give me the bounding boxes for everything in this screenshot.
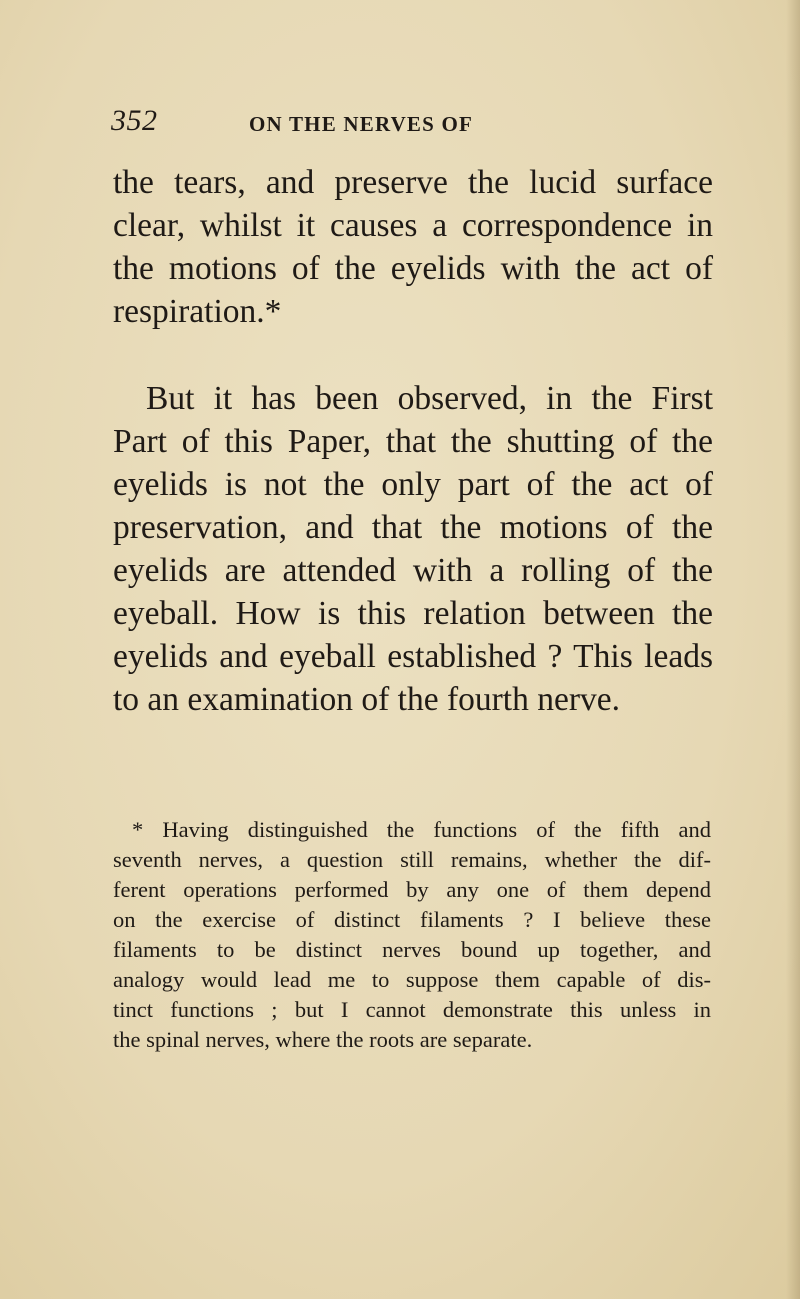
text-line: Part of this Paper, that the shutting of the [113,423,713,460]
text-line: preservation, and that the motions of the [113,509,713,546]
text-line: clear, whilst it causes a correspondence in [113,207,713,244]
footnote-line: * Having distinguished the functions of the fifth and [132,817,711,842]
footnote-line: the spinal nerves, where the roots are separate. [113,1027,533,1052]
footnote-line: ferent operations performed by any one of them depend [113,877,711,902]
footnote-line: analogy would lead me to suppose them capable of dis- [113,967,711,992]
page-number: 352 [111,104,158,137]
body-text [113,161,713,721]
footnote-line: seventh nerves, a question still remains, whether the dif- [113,847,711,872]
text-line: the motions of the eyelids with the act of [113,250,713,287]
running-title: ON THE NERVES OF [249,112,474,136]
text-line: eyelids and eyeball established ? This leads [113,638,713,675]
text-line: the tears, and preserve the lucid surface [113,164,713,201]
paragraph-2 [113,377,713,721]
paragraph-gap [113,333,713,377]
text-line: eyelids are attended with a rolling of the [113,552,713,589]
text-line: eyeball. How is this relation between the [113,595,713,632]
footnote [113,815,711,1055]
footnote-line: tinct functions ; but I cannot demonstrate this unless in [113,997,711,1022]
text-line: respiration.* [113,293,282,330]
text-line: eyelids is not the only part of the act of [113,466,713,503]
page-edge-shadow [786,0,800,1299]
footnote-line: on the exercise of distinct filaments ? I believe these [113,907,711,932]
text-line: to an examination of the fourth nerve. [113,681,620,718]
running-head [111,104,711,140]
footnote-line: filaments to be distinct nerves bound up together, and [113,937,711,962]
paragraph-1 [113,161,713,333]
text-line: But it has been observed, in the First [146,380,713,417]
